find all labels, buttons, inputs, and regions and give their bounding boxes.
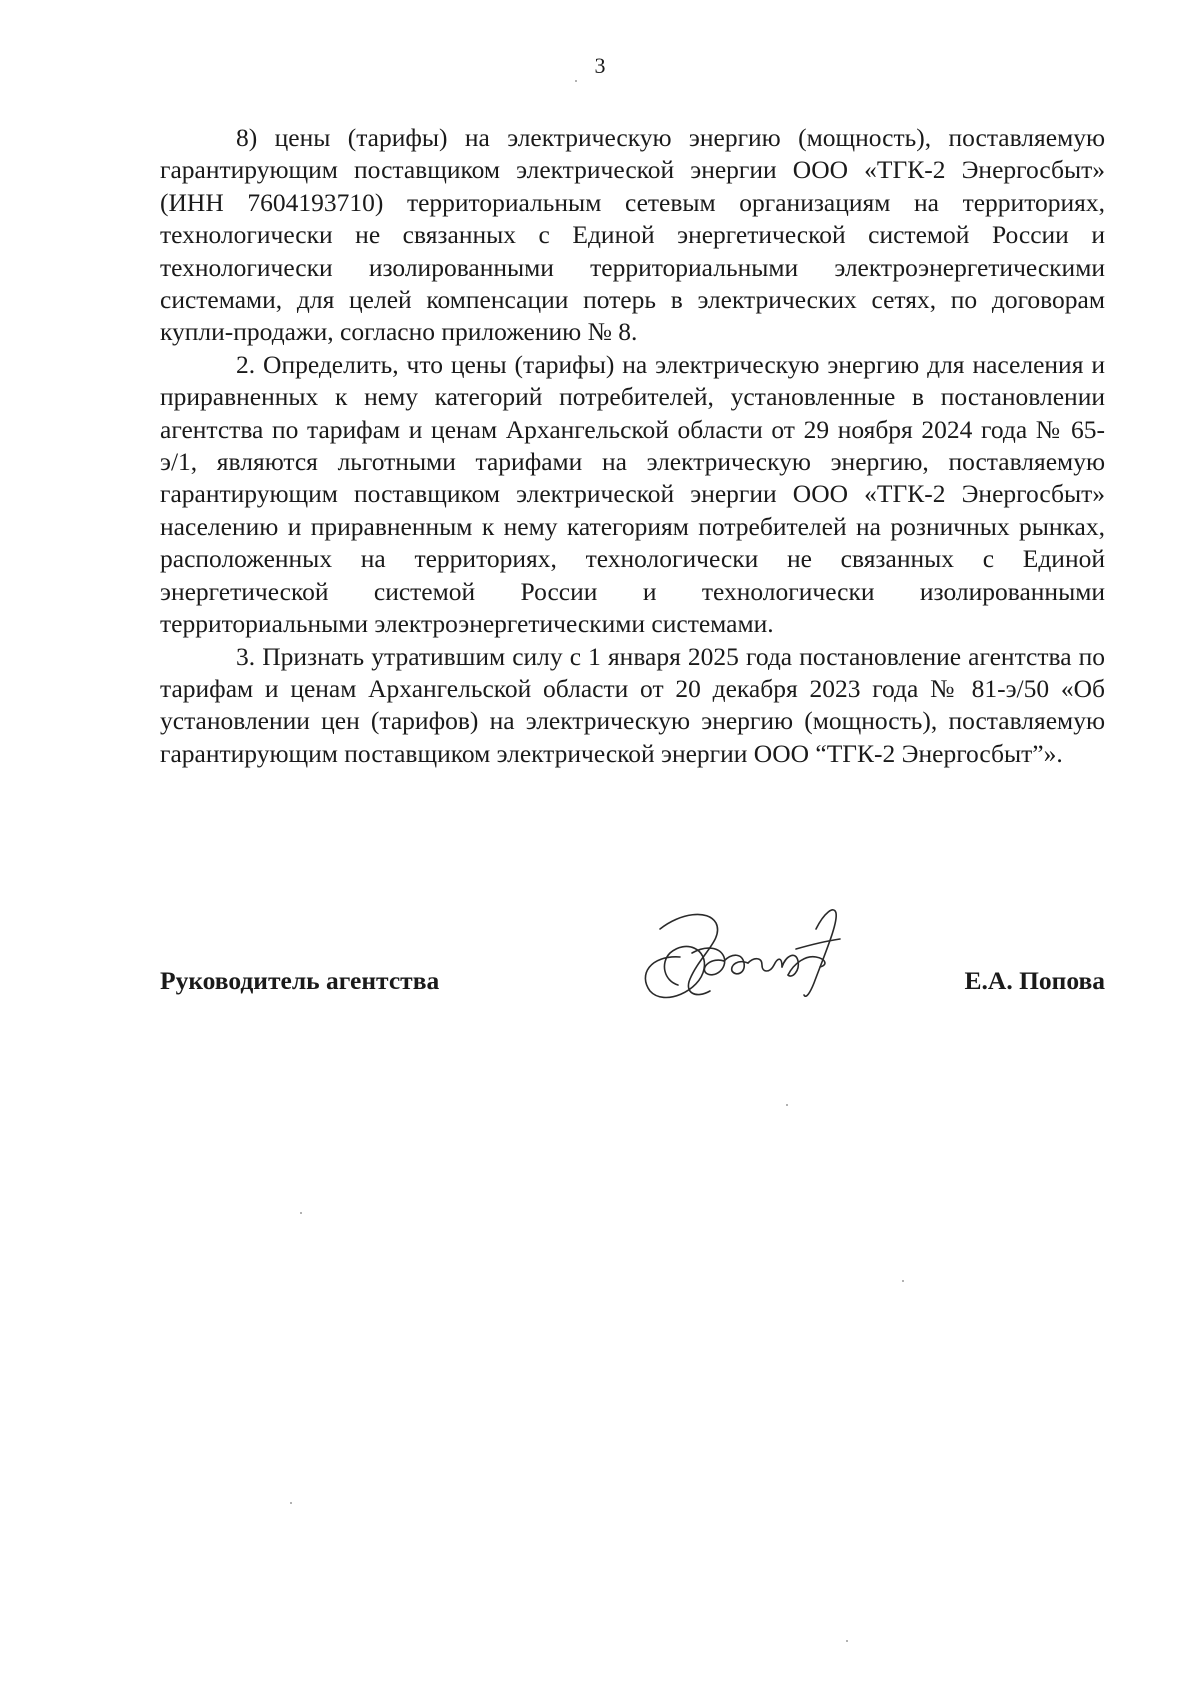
scan-speck	[846, 1640, 848, 1642]
paragraph-item-8: 8) цены (тарифы) на электрическую энергию (мощность), поставляемую гарантирующим поставщиком электрической энергии ООО «ТГК-2 Энергосбыт» (ИНН 7604193710) территориальным сетевым организациям на территориях, технологически не связанных с Единой энергетической системой России и технологически изолированными территориальными электроэнергетическими системами, для целей компенсации потерь в электрических сетях, по договорам купли-продажи, согласно приложению № 8.	[160, 123, 1105, 347]
paragraph-clause-3: 3. Признать утратившим силу с 1 января 2025 года постановление агентства по тарифам и ценам Архангельской области от 20 декабря 2023 года № 81-э/50 «Об установлении цен (тарифов) на электрическую энергию (мощность), поставляемую гарантирующим поставщиком электрической энергии ООО “ТГК-2 Энергосбыт”».	[160, 641, 1105, 768]
scan-speck	[902, 1280, 904, 1282]
scan-speck	[786, 1104, 788, 1106]
scan-speck	[300, 1212, 302, 1214]
signature-block	[160, 905, 1105, 1005]
scan-speck	[575, 80, 577, 82]
signatory-position: Руководитель агентства	[160, 966, 440, 995]
page-number: 3	[594, 53, 606, 78]
scan-speck	[290, 1502, 292, 1504]
document-body	[160, 122, 1105, 770]
signatory-name: Е.А. Попова	[964, 966, 1105, 995]
handwritten-signature	[620, 895, 850, 1005]
paragraph-clause-2: 2. Определить, что цены (тарифы) на электрическую энергию для населения и приравненных к нему категорий потребителей, установленные в постановлении агентства по тарифам и ценам Архангельской области от 29 ноября 2024 года № 65-э/1, являются льготными тарифами на электрическую энергию, поставляемую гарантирующим поставщиком электрической энергии ООО «ТГК-2 Энергосбыт» населению и приравненным к нему категориям потребителей на розничных рынках, расположенных на территориях, технологически не связанных с Единой энергетической системой России и технологически изолированными территориальными электроэнергетическими системами.	[160, 349, 1105, 639]
